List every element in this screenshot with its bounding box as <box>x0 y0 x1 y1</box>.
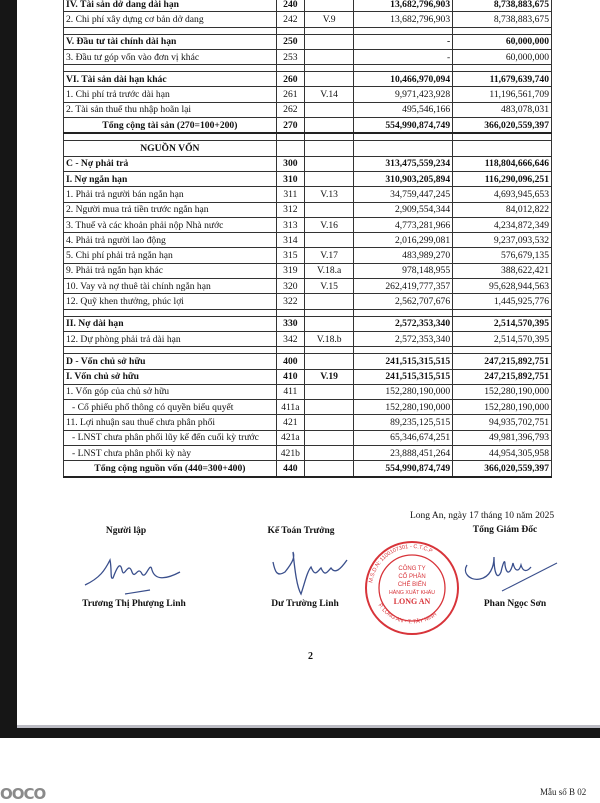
row-label: 10. Vay và nợ thuê tài chính ngắn hạn <box>64 279 277 294</box>
row-label: 9. Phải trả ngắn hạn khác <box>64 263 277 278</box>
spacer-row <box>64 347 552 354</box>
row-label: 2. Người mua trả tiền trước ngắn hạn <box>64 202 277 217</box>
row-code: 300 <box>276 156 304 171</box>
row-prior-value: 576,679,135 <box>453 248 552 263</box>
row-label: - LNST chưa phân phối lũy kế đến cuối kỳ trước <box>64 430 277 445</box>
row-label: 1. Phải trả người bán ngắn hạn <box>64 187 277 202</box>
row-prior-value <box>453 309 552 316</box>
table-row <box>64 279 552 294</box>
row-current-value: 241,515,315,515 <box>354 354 453 369</box>
row-label: IV. Tài sản dở dang dài hạn <box>64 0 277 12</box>
row-label: - Cổ phiếu phổ thông có quyền biểu quyết <box>64 400 277 415</box>
row-code: 319 <box>276 263 304 278</box>
place-date: Long An, ngày 17 tháng 10 năm 2025 <box>410 511 555 521</box>
table-row <box>64 102 552 117</box>
row-note: V.18.b <box>304 331 353 346</box>
row-current-value <box>354 133 453 141</box>
row-note <box>304 384 353 399</box>
row-code: 411a <box>276 400 304 415</box>
row-current-value: 2,909,554,344 <box>354 202 453 217</box>
row-prior-value: 4,693,945,653 <box>453 187 552 202</box>
table-row <box>64 331 552 346</box>
table-row <box>64 72 552 87</box>
row-current-value: 2,562,707,676 <box>354 294 453 309</box>
stamp-line-3: CHẾ BIẾN <box>397 582 427 588</box>
row-label: I. Nợ ngắn hạn <box>64 171 277 186</box>
stamp-tax-code: M.S.D.N: 1100107301 - C.T.C.P <box>368 543 434 584</box>
spacer-row <box>64 27 552 34</box>
row-current-value <box>354 309 453 316</box>
row-current-value: 483,989,270 <box>354 248 453 263</box>
table-row <box>64 49 552 64</box>
row-note <box>304 156 353 171</box>
row-note <box>304 65 353 72</box>
row-code: 313 <box>276 217 304 232</box>
row-note <box>304 294 353 309</box>
row-note <box>304 102 353 117</box>
table-row <box>64 316 552 331</box>
row-prior-value: 2,514,570,395 <box>453 316 552 331</box>
row-prior-value: 366,020,559,397 <box>453 461 552 477</box>
row-code: 322 <box>276 294 304 309</box>
row-code: 421 <box>276 415 304 430</box>
row-code: 342 <box>276 331 304 346</box>
row-prior-value <box>453 347 552 354</box>
row-code: 310 <box>276 171 304 186</box>
row-label: Tổng cộng tài sản (270=100+200) <box>64 118 277 134</box>
row-prior-value: 11,679,639,740 <box>453 72 552 87</box>
table-row <box>64 446 552 461</box>
table-row <box>64 294 552 309</box>
row-note: V.15 <box>304 279 353 294</box>
stamp-line-4: HÀNG XUẤT KHẨU <box>388 590 436 596</box>
row-code: 330 <box>276 316 304 331</box>
row-note <box>304 34 353 49</box>
row-prior-value: 44,954,305,958 <box>453 446 552 461</box>
row-label <box>64 309 277 316</box>
row-prior-value: 118,804,666,646 <box>453 156 552 171</box>
row-prior-value <box>453 141 552 156</box>
director-title: Tổng Giám Đốc <box>472 525 538 535</box>
row-current-value: 65,346,674,251 <box>354 430 453 445</box>
row-current-value: 554,990,874,749 <box>354 118 453 134</box>
row-label: 3. Đầu tư góp vốn vào đơn vị khác <box>64 49 277 64</box>
balance-sheet-table <box>63 0 552 478</box>
row-note <box>304 72 353 87</box>
row-current-value: 23,888,451,264 <box>354 446 453 461</box>
table-row <box>64 217 552 232</box>
director-signature <box>462 545 562 595</box>
row-code: 311 <box>276 187 304 202</box>
row-prior-value: 8,738,883,675 <box>453 0 552 12</box>
row-code: 240 <box>276 0 304 12</box>
row-label: 5. Chi phí phải trả ngắn hạn <box>64 248 277 263</box>
row-label: I. Vốn chủ sở hữu <box>64 369 277 384</box>
row-prior-value <box>453 133 552 141</box>
row-current-value: 89,235,125,515 <box>354 415 453 430</box>
company-stamp <box>362 538 462 638</box>
row-label: 4. Phải trả người lao động <box>64 233 277 248</box>
row-code: 260 <box>276 72 304 87</box>
row-current-value: 262,419,777,357 <box>354 279 453 294</box>
spacer-row <box>64 65 552 72</box>
row-current-value: - <box>354 34 453 49</box>
table-row <box>64 430 552 445</box>
row-current-value: 978,148,955 <box>354 263 453 278</box>
row-prior-value: 247,215,892,751 <box>453 354 552 369</box>
table-row <box>64 369 552 384</box>
row-code: 242 <box>276 12 304 27</box>
chief-accountant-name: Dư Trường Linh <box>271 599 339 609</box>
row-code: 315 <box>276 248 304 263</box>
row-label: 2. Chi phí xây dựng cơ bản dở dang <box>64 12 277 27</box>
row-label: 12. Quỹ khen thưởng, phúc lợi <box>64 294 277 309</box>
row-code: 400 <box>276 354 304 369</box>
row-prior-value: 11,196,561,709 <box>453 87 552 102</box>
row-prior-value: 95,628,944,563 <box>453 279 552 294</box>
row-label: C - Nợ phải trả <box>64 156 277 171</box>
row-code: 440 <box>276 461 304 477</box>
row-label: 2. Tài sản thuế thu nhập hoãn lại <box>64 102 277 117</box>
spacer-row <box>64 309 552 316</box>
row-prior-value: 247,215,892,751 <box>453 369 552 384</box>
row-code: 270 <box>276 118 304 134</box>
stamp-line-5: LONG AN <box>393 597 431 606</box>
row-label: 3. Thuế và các khoản phải nộp Nhà nước <box>64 217 277 232</box>
table-row <box>64 118 552 134</box>
row-prior-value: 8,738,883,675 <box>453 12 552 27</box>
row-note <box>304 49 353 64</box>
table-row <box>64 34 552 49</box>
row-note <box>304 461 353 477</box>
row-current-value: 310,903,205,894 <box>354 171 453 186</box>
row-note <box>304 354 353 369</box>
row-prior-value: 49,981,396,793 <box>453 430 552 445</box>
preparer-name: Trương Thị Phượng Linh <box>82 599 186 609</box>
row-prior-value <box>453 27 552 34</box>
row-prior-value: 94,935,702,751 <box>453 415 552 430</box>
row-prior-value: 60,000,000 <box>453 34 552 49</box>
row-label: Tổng cộng nguồn vốn (440=300+400) <box>64 461 277 477</box>
row-code: 320 <box>276 279 304 294</box>
row-code: 411 <box>276 384 304 399</box>
row-current-value: 554,990,874,749 <box>354 461 453 477</box>
row-prior-value: 483,078,031 <box>453 102 552 117</box>
row-label <box>64 27 277 34</box>
row-note <box>304 400 353 415</box>
row-note: V.16 <box>304 217 353 232</box>
table-row <box>64 415 552 430</box>
row-prior-value: 60,000,000 <box>453 49 552 64</box>
row-current-value: 2,572,353,340 <box>354 331 453 346</box>
row-note <box>304 171 353 186</box>
row-note <box>304 430 353 445</box>
row-label: VI. Tài sản dài hạn khác <box>64 72 277 87</box>
form-number: Mẫu số B 02 <box>540 787 587 797</box>
row-note <box>304 415 353 430</box>
row-current-value: 34,759,447,245 <box>354 187 453 202</box>
row-code: 421a <box>276 430 304 445</box>
row-current-value <box>354 65 453 72</box>
table-row <box>64 12 552 27</box>
row-current-value: 495,546,166 <box>354 102 453 117</box>
row-prior-value: 1,445,925,776 <box>453 294 552 309</box>
table-row <box>64 354 552 369</box>
row-note <box>304 316 353 331</box>
row-label: II. Nợ dài hạn <box>64 316 277 331</box>
spacer-row <box>64 133 552 141</box>
table-row <box>64 248 552 263</box>
row-label: 12. Dự phòng phải trả dài hạn <box>64 331 277 346</box>
table-row <box>64 187 552 202</box>
table-row <box>64 0 552 12</box>
row-label: 1. Vốn góp của chủ sở hữu <box>64 384 277 399</box>
row-code: 253 <box>276 49 304 64</box>
row-label <box>64 65 277 72</box>
row-current-value: 9,971,423,928 <box>354 87 453 102</box>
row-note <box>304 446 353 461</box>
row-code: 262 <box>276 102 304 117</box>
row-label <box>64 347 277 354</box>
row-code: 421b <box>276 446 304 461</box>
row-label: D - Vốn chủ sở hữu <box>64 354 277 369</box>
row-label: V. Đầu tư tài chính dài hạn <box>64 34 277 49</box>
row-code <box>276 309 304 316</box>
row-current-value: 13,682,796,903 <box>354 0 453 12</box>
row-note <box>304 27 353 34</box>
row-code: 312 <box>276 202 304 217</box>
preparer-title: Người lập <box>105 526 147 536</box>
row-note: V.18.a <box>304 263 353 278</box>
table-row <box>64 461 552 477</box>
row-current-value: 152,280,190,000 <box>354 384 453 399</box>
row-prior-value: 9,237,093,532 <box>453 233 552 248</box>
row-prior-value: 366,020,559,397 <box>453 118 552 134</box>
row-code <box>276 133 304 141</box>
table-row <box>64 384 552 399</box>
row-note <box>304 309 353 316</box>
preparer-signature <box>80 540 190 596</box>
row-note: V.14 <box>304 87 353 102</box>
page-number: 2 <box>308 651 313 662</box>
svg-text:P. LONG AN - T. TÂY NINH <box>377 603 438 626</box>
table-row <box>64 141 552 156</box>
row-prior-value: 84,012,822 <box>453 202 552 217</box>
row-prior-value: 152,280,190,000 <box>453 384 552 399</box>
row-label: NGUỒN VỐN <box>64 141 277 156</box>
row-prior-value <box>453 65 552 72</box>
page-edge <box>17 725 600 728</box>
row-current-value <box>354 347 453 354</box>
stamp-line-2: CỔ PHẦN <box>398 574 426 580</box>
table-row <box>64 263 552 278</box>
row-current-value <box>354 27 453 34</box>
row-current-value <box>354 141 453 156</box>
row-note: V.19 <box>304 369 353 384</box>
table-row <box>64 171 552 186</box>
row-note: V.13 <box>304 187 353 202</box>
row-current-value: 2,016,299,081 <box>354 233 453 248</box>
director-name: Phan Ngọc Sơn <box>483 599 547 609</box>
table-row <box>64 202 552 217</box>
row-code <box>276 347 304 354</box>
table-row <box>64 400 552 415</box>
row-current-value: 2,572,353,340 <box>354 316 453 331</box>
chief-accountant-signature <box>265 540 355 596</box>
row-note: V.17 <box>304 248 353 263</box>
row-note <box>304 133 353 141</box>
row-code: 314 <box>276 233 304 248</box>
brand-logo: OOCO <box>0 785 46 803</box>
row-note: V.9 <box>304 12 353 27</box>
row-label: 1. Chi phí trả trước dài hạn <box>64 87 277 102</box>
row-label <box>64 133 277 141</box>
stamp-line-1: CÔNG TY <box>398 566 426 572</box>
table-row <box>64 233 552 248</box>
row-code: 410 <box>276 369 304 384</box>
row-code <box>276 141 304 156</box>
row-current-value: 152,280,190,000 <box>354 400 453 415</box>
row-note <box>304 347 353 354</box>
table-row <box>64 156 552 171</box>
row-note <box>304 0 353 12</box>
row-current-value: 4,773,281,966 <box>354 217 453 232</box>
row-current-value: 10,466,970,094 <box>354 72 453 87</box>
row-current-value: - <box>354 49 453 64</box>
row-code <box>276 65 304 72</box>
row-current-value: 241,515,315,515 <box>354 369 453 384</box>
stamp-bottom: P. LONG AN - T. TÂY NINH <box>376 602 439 626</box>
row-code <box>276 27 304 34</box>
row-current-value: 313,475,559,234 <box>354 156 453 171</box>
row-prior-value: 4,234,872,349 <box>453 217 552 232</box>
table-row <box>64 87 552 102</box>
row-note <box>304 118 353 134</box>
row-note <box>304 202 353 217</box>
row-prior-value: 116,290,096,251 <box>453 171 552 186</box>
row-current-value: 13,682,796,903 <box>354 12 453 27</box>
chief-accountant-title: Kế Toán Trưởng <box>267 526 335 536</box>
row-label: 11. Lợi nhuận sau thuế chưa phân phối <box>64 415 277 430</box>
row-note <box>304 141 353 156</box>
row-prior-value: 152,280,190,000 <box>453 400 552 415</box>
row-note <box>304 233 353 248</box>
row-prior-value: 2,514,570,395 <box>453 331 552 346</box>
row-code: 250 <box>276 34 304 49</box>
row-prior-value: 388,622,421 <box>453 263 552 278</box>
row-code: 261 <box>276 87 304 102</box>
row-label: - LNST chưa phân phối kỳ này <box>64 446 277 461</box>
